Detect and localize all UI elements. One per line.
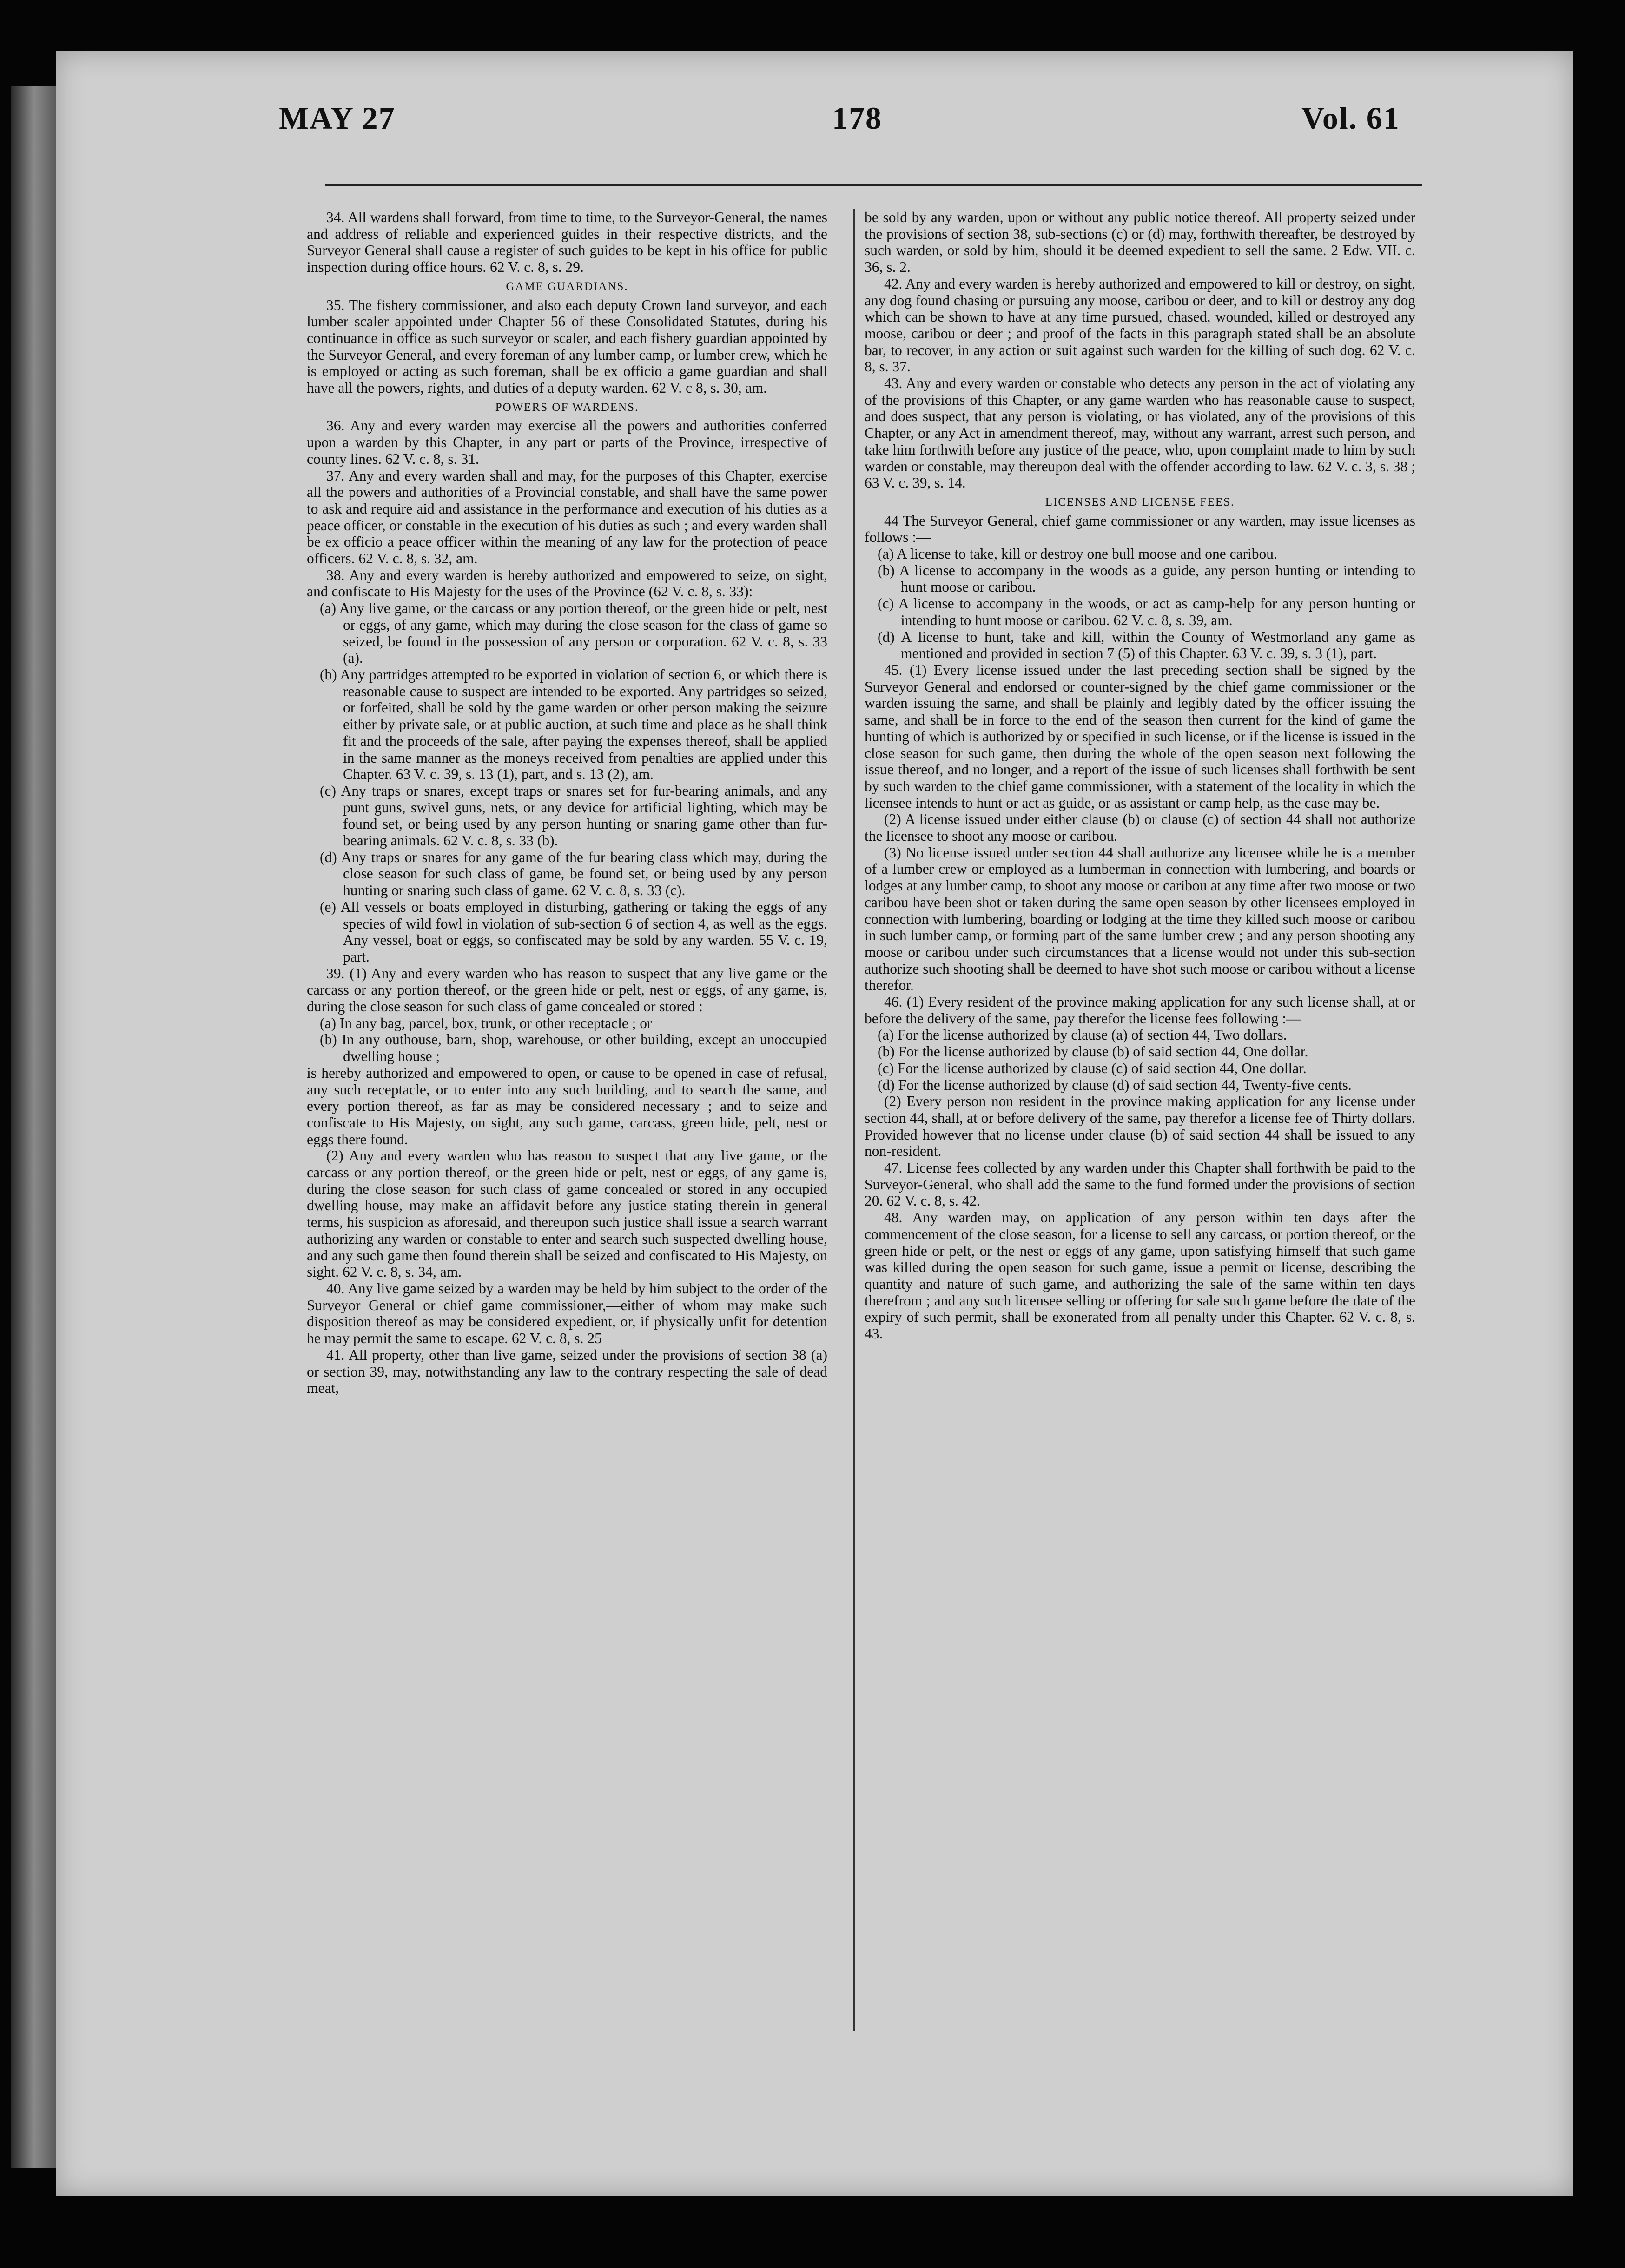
left-column [307, 209, 827, 1397]
clause: (b) In any outhouse, barn, shop, warehouse, or other building, except an unoccupied dwelling house ; [320, 1031, 827, 1065]
section-heading: GAME GUARDIANS. [506, 280, 628, 293]
section-paragraph: 45. (1) Every license issued under the last preceding section shall be signed by the Surveyor General and endorsed or counter-signed by the chief game commissioner or the warden issuing the same, and shall be plainly and legibly dated by the officer issuing the same, and shall be in force to the end of the season then current for the kind of game the hunting of which is authorized by or specified in such license, or if the license is issued in the close season for such game, then during the whole of the open season next following the issue thereof, and no longer, and a report of the issue of such licenses shall forthwith be sent by such warden to the chief game commissioner, with a statement of the locality in which the licensee intends to hunt or act as guide, or as assistant or camp help, as the case may be. [865, 661, 1415, 811]
section-paragraph: 48. Any warden may, on application of any person within ten days after the commencement of the close season, for a license to sell any carcass, or portion thereof, or the green hide or pelt, or the nest or eggs of any game, upon satisfying himself that such game was killed during the open season for such game, issue a permit or license, describing the quantity and nature of such game, and authorizing the sale of the same within ten days therefrom ; and any such licensee selling or offering for sale such game before the date of the expiry of such permit, shall be exonerated from all penalty under this Chapter. 62 V. c. 8, s. 43. [865, 1209, 1415, 1342]
clause: (d) A license to hunt, take and kill, within the County of Westmorland any game as mentioned and provided in section 7 (5) of this Chapter. 63 V. c. 39, s. 3 (1), part. [878, 628, 1415, 662]
clause: (d) Any traps or snares for any game of the fur bearing class which may, during the close season for such class of game, be found set, or being used by any person hunting or snaring such class of game. 62 V. c. 8, s. 33 (c). [320, 849, 827, 899]
section-paragraph: (2) Any and every warden who has reason to suspect that any live game, or the carcass or any portion thereof, or the green hide or pelt, nest or eggs, of any game is, during the close season for such class of game concealed or stored in any occupied dwelling house, may make an affidavit before any justice stating therein in general terms, his suspicion as aforesaid, and thereupon such justice shall issue a search warrant authorizing any warden or constable to enter and search such suspected dwelling house, and any such game then found therein shall be seized and confiscated to His Majesty, on sight. 62 V. c. 8, s. 34, am. [307, 1147, 827, 1280]
section-paragraph: 46. (1) Every resident of the province making application for any such license shall, at or before the delivery of the same, pay therefor the license fees following :— [865, 994, 1415, 1027]
clause: (b) Any partridges attempted to be exported in violation of section 6, or which there is reasonable cause to suspect are intended to be exported. Any partridges so seized, or forfeited, shall be sold by the game warden or other person making the seizure either by private sale, or at public auction, at such time and place as he shall think fit and the proceeds of the sale, after paying the expenses thereof, shall be applied in the same manner as the moneys received from penalties are applied under this Chapter. 63 V. c. 39, s. 13 (1), part, and s. 13 (2), am. [320, 666, 827, 783]
section-paragraph: 40. Any live game seized by a warden may be held by him subject to the order of the Surveyor General or chief game commissioner,—either of whom may make such disposition thereof as may be considered expedient, or, if physically unfit for detention he may permit the same to escape. 62 V. c. 8, s. 25 [307, 1280, 827, 1347]
clause: (a) In any bag, parcel, box, trunk, or other receptacle ; or [320, 1015, 652, 1031]
section-paragraph: 34. All wardens shall forward, from time to time, to the Surveyor-General, the names and address of reliable and experienced guides in their respective districts, and the Surveyor General shall cause a register of such guides to be kept in his office for public inspection during office hours. 62 V. c. 8, s. 29. [307, 209, 827, 276]
section-paragraph: 38. Any and every warden is hereby authorized and empowered to seize, on sight, and confiscate to His Majesty for the uses of the Province (62 V. c. 8, s. 33): [307, 567, 827, 600]
section-paragraph: 35. The fishery commissioner, and also each deputy Crown land surveyor, and each lumber scaler appointed under Chapter 56 of these Consolidated Statutes, during his continuance in office as such surveyor or scaler, and each fishery guardian appointed by the Surveyor General, and every foreman of any lumber camp, or lumber crew, which he is employed or acting as such foreman, shall be ex officio a game guardian and shall have all the powers, rights, and duties of a deputy warden. 62 V. c 8, s. 30, am. [307, 297, 827, 396]
clause: (d) For the license authorized by clause (d) of said section 44, Twenty-five cents. [878, 1076, 1352, 1093]
section-paragraph: 37. Any and every warden shall and may, for the purposes of this Chapter, exercise all the powers and authorities of a Provincial constable, and shall have the same power to ask and require aid and assistance in the performance and execution of his duties as a peace officer, or constable in the execution of his duties as such ; and every warden shall be ex officio a peace officer within the meaning of any law for the protection of peace officers. 62 V. c. 8, s. 32, am. [307, 467, 827, 567]
paragraph: be sold by any warden, upon or without any public notice thereof. All property seized under the provisions of section 38, sub-sections (c) or (d) may, forthwith thereafter, be destroyed by such warden, or sold by him, should it be deemed expedient to sell the same. 2 Edw. VII. c. 36, s. 2. [865, 209, 1415, 276]
clause: (a) For the license authorized by clause (a) of section 44, Two dollars. [878, 1027, 1287, 1043]
clause: (c) For the license authorized by clause (c) of said section 44, One dollar. [878, 1060, 1307, 1076]
page-header-volume: Vol. 61 [1301, 100, 1400, 136]
clause: (a) A license to take, kill or destroy one bull moose and one caribou. [878, 546, 1277, 562]
section-paragraph: (3) No license issued under section 44 shall authorize any licensee while he is a member of a lumber crew or employed as a lumberman in connection with lumbering, and boards or lodges at any lumber camp, to shoot any moose or caribou at any time after two moose or two caribou have been shot or taken during the same open season by other licensees employed in connection with lumbering, boarding or lodging at the time they killed such moose or caribou in such lumber camp, or forming part of the same lumber crew ; and any person shooting any moose or caribou under such circumstances that a license would not under this sub-section authorize such shooting shall be deemed to have shot such moose or caribou without a license therefor. [865, 844, 1415, 994]
page-number: 178 [832, 100, 882, 136]
section-paragraph: 36. Any and every warden may exercise all the powers and authorities conferred upon a warden by this Chapter, in any part or parts of the Province, irrespective of county lines. 62 V. c. 8, s. 31. [307, 417, 827, 467]
right-column [865, 209, 1415, 1342]
section-paragraph: 47. License fees collected by any warden under this Chapter shall forthwith be paid to the Surveyor-General, who shall add the same to the fund formed under the provisions of section 20. 62 V. c. 8, s. 42. [865, 1160, 1415, 1209]
column-divider [853, 209, 855, 2031]
clause: (b) A license to accompany in the woods as a guide, any person hunting or intending to hunt moose or caribou. [878, 562, 1415, 595]
section-heading: LICENSES AND LICENSE FEES. [1045, 495, 1235, 508]
section-paragraph: 39. (1) Any and every warden who has reason to suspect that any live game or the carcass or any portion thereof, or the green hide or pelt, nest or eggs, of any game, is, during the close season for such class of game concealed or stored : [307, 965, 827, 1015]
section-paragraph: (2) Every person non resident in the province making application for any license under section 44, shall, at or before delivery of the same, pay therefor a license fee of Thirty dollars. Provided however that no license under clause (b) of said section 44 shall be issued to any non-resident. [865, 1093, 1415, 1160]
section-paragraph: 43. Any and every warden or constable who detects any person in the act of violating any of the provisions of this Chapter, or any game warden who has reasonable cause to suspect, and does suspect, that any person is violating, or has violated, any of the provisions of this Chapter, or any Act in amendment thereof, may, without any warrant, arrest such person, and take him forthwith before any justice of the peace, who, upon complaint made to him by such warden or constable, may thereupon deal with the offender according to law. 62 V. c. 3, s. 38 ; 63 V. c. 39, s. 14. [865, 375, 1415, 491]
paragraph: is hereby authorized and empowered to open, or cause to be opened in case of refusal, any such receptacle, or to enter into any such building, and to search the same, and every portion thereof, as far as may be considered necessary ; and to seize and confiscate to His Majesty, on sight, any such game, carcass, green hide, pelt, nest or eggs there found. [307, 1064, 827, 1147]
clause: (c) A license to accompany in the woods, or act as camp-help for any person hunting or intending to hunt moose or caribou. 62 V. c. 8, s. 39, am. [878, 595, 1415, 628]
section-paragraph: 42. Any and every warden is hereby authorized and empowered to kill or destroy, on sight, any dog found chasing or pursuing any moose, caribou or deer, and to kill or destroy any dog which can be shown to have at any time pursued, chased, wounded, killed or destroyed any moose, caribou or deer ; and proof of the facts in this paragraph stated shall be an absolute bar, to recover, in any action or suit against such warden for the killing of such dog. 62 V. c. 8, s. 37. [865, 275, 1415, 375]
clause: (b) For the license authorized by clause (b) of said section 44, One dollar. [878, 1043, 1308, 1060]
page-header-date: MAY 27 [279, 100, 396, 136]
clause: (e) All vessels or boats employed in disturbing, gathering or taking the eggs of any species of wild fowl in violation of sub-section 6 of section 4, as well as the eggs. Any vessel, boat or eggs, so confiscated may be sold by any warden. 55 V. c. 19, part. [320, 898, 827, 965]
header-rule [325, 184, 1422, 186]
section-paragraph: 44 The Surveyor General, chief game commissioner or any warden, may issue licenses as follows :— [865, 512, 1415, 546]
section-heading: POWERS OF WARDENS. [495, 401, 639, 414]
clause: (a) Any live game, or the carcass or any portion thereof, or the green hide or pelt, nest or eggs, of any game, which may during the close season for the class of game so seized, be found in the possession of any person or corporation. 62 V. c. 8, s. 33 (a). [320, 600, 827, 666]
clause: (c) Any traps or snares, except traps or snares set for fur-bearing animals, and any punt guns, swivel guns, nets, or any device for artificial lighting, which may be found set, or being used by any person hunting or snaring game other than fur-bearing animals. 62 V. c. 8, s. 33 (b). [320, 782, 827, 849]
section-paragraph: 41. All property, other than live game, seized under the provisions of section 38 (a) or section 39, may, notwithstanding any law to the contrary respecting the sale of dead meat, [307, 1346, 827, 1397]
section-paragraph: (2) A license issued under either clause (b) or clause (c) of section 44 shall not authorize the licensee to shoot any moose or caribou. [865, 811, 1415, 844]
